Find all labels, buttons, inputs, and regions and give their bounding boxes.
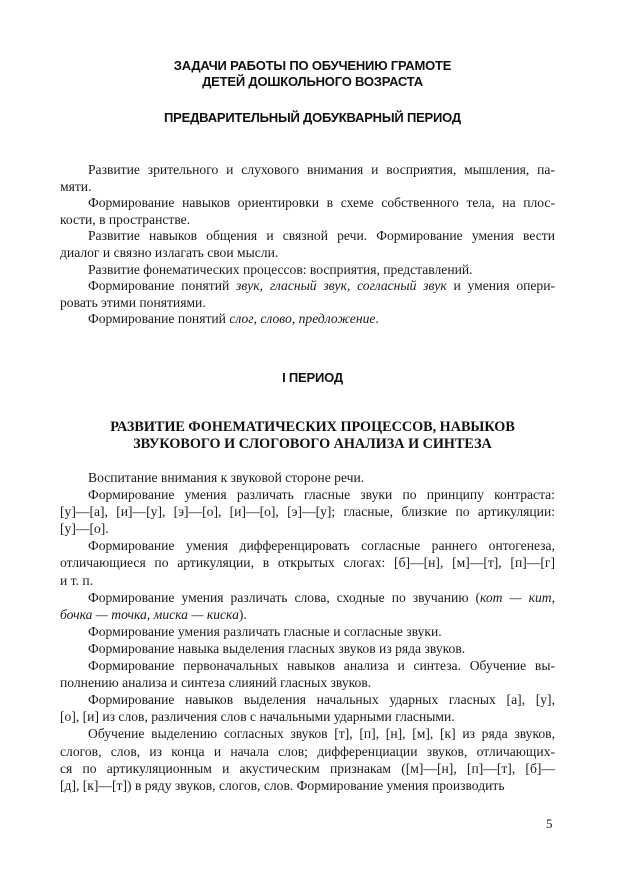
text-line — [60, 572, 555, 589]
text-segment: Формирование понятий — [88, 278, 237, 294]
text-segment: , — [253, 311, 261, 327]
text-segment: Развитие фонематических процессов: восприятия, представлений. — [88, 261, 473, 277]
text-segment: , — [551, 589, 555, 605]
text-segment: мяти. — [60, 178, 92, 194]
text-line — [60, 503, 555, 520]
italic-term: бочка — точка — [60, 606, 147, 622]
text-line — [60, 295, 555, 312]
text-segment: полнению анализа и синтеза слияний гласных звуков. — [60, 675, 372, 691]
text-line — [60, 623, 555, 640]
text-segment: и т. п. — [60, 572, 94, 588]
text-segment: отличающиеся по артикуляции, в открытых слогах: [б]—[н], [м]—[т], [п]—[г] — [60, 555, 555, 571]
text-segment: , — [291, 311, 299, 327]
paragraph — [60, 623, 555, 640]
text-line — [60, 760, 555, 777]
text-line — [60, 657, 555, 674]
text-line — [60, 589, 555, 606]
text-line — [60, 228, 555, 245]
text-segment: , — [346, 278, 358, 294]
text-line — [60, 554, 555, 571]
text-line — [60, 708, 555, 725]
paragraph — [60, 228, 555, 261]
title-line: ДЕТЕЙ ДОШКОЛЬНОГО ВОЗРАСТА — [202, 74, 423, 89]
text-line — [60, 777, 555, 794]
text-segment: кости, в пространстве. — [60, 211, 191, 227]
paragraph — [60, 469, 555, 486]
text-segment: Формирование первоначальных навыков анализа и синтеза. Обучение вы- — [88, 658, 555, 674]
text-segment: Развитие зрительного и слухового внимания и восприятия, мышления, па- — [88, 162, 555, 177]
paragraph — [60, 311, 555, 328]
subheading-line: ЗВУКОВОГО И СЛОГОВОГО АНАЛИЗА И СИНТЕЗА — [133, 436, 492, 452]
text-line — [60, 245, 555, 262]
text-segment: [д], [к]—[т]) в ряду звуков, слогов, слов. Формирование умения производить — [60, 777, 505, 793]
text-segment: [о], [и] из слов, различения слов с начальными ударными гласными. — [60, 709, 455, 725]
text-line — [60, 640, 555, 657]
text-segment: ся по артикуляционным и акустическим признакам ([м]—[н], [п]—[т], [б]— — [60, 760, 555, 776]
italic-term: гласный звук — [269, 278, 347, 294]
text-segment: Обучение выделению согласных звуков [т], [п], [н], [м], [к] из ряда звуков, — [88, 726, 555, 742]
text-segment: ). — [238, 606, 247, 622]
period-subheading — [0, 419, 625, 453]
text-line — [60, 162, 555, 179]
paragraph — [60, 262, 555, 279]
paragraph — [60, 486, 555, 537]
text-segment: [у]—[а], [и]—[у], [э]—[о], [и]—[о], [э]—[у]; гласные, близкие по артикуляции: — [60, 504, 555, 520]
text-segment: . — [375, 311, 379, 327]
text-line — [60, 725, 555, 742]
text-line — [60, 537, 555, 554]
text-segment: диалог и связно излагать свои мысли. — [60, 244, 279, 260]
text-line — [60, 278, 555, 295]
italic-term: предложение — [298, 311, 376, 327]
title-line: ЗАДАЧИ РАБОТЫ ПО ОБУЧЕНИЮ ГРАМОТЕ — [173, 58, 452, 73]
section-subtitle: ПРЕДВАРИТЕЛЬНЫЙ ДОБУКВАРНЫЙ ПЕРИОД — [164, 110, 461, 125]
section-period1-text — [60, 469, 555, 794]
italic-term: слово — [260, 311, 292, 327]
text-segment: слогов, слов, из конца и начала слов; дифференциации звуков, отличающих- — [60, 743, 555, 759]
text-segment: Формирование навыка выделения гласных звуков из ряда звуков. — [88, 640, 466, 656]
text-segment: Формирование умения различать гласные и согласные звуки. — [88, 623, 442, 639]
paragraph — [60, 725, 555, 793]
subheading-line: РАЗВИТИЕ ФОНЕМАТИЧЕСКИХ ПРОЦЕССОВ, НАВЫКОВ — [110, 419, 515, 435]
text-line — [60, 311, 555, 328]
text-segment: Формирование навыков выделения начальных ударных гласных [а], [у], — [88, 692, 555, 708]
text-line — [60, 743, 555, 760]
page-number: 5 — [546, 816, 553, 831]
text-segment: и умения опери- — [446, 278, 556, 294]
text-segment: , — [259, 278, 270, 294]
text-line — [60, 691, 555, 708]
paragraph — [60, 657, 555, 691]
italic-term: кот — кит — [480, 589, 552, 605]
text-segment: Формирование навыков ориентировки в схеме собственного тела, на плос- — [88, 195, 555, 211]
text-segment: Формирование умения дифференцировать согласные раннего онтогенеза, — [88, 538, 555, 554]
paragraph — [60, 278, 555, 311]
italic-term: звук — [236, 278, 260, 294]
paragraph — [60, 195, 555, 228]
text-segment: , — [146, 606, 154, 622]
paragraph — [60, 162, 555, 195]
text-line — [60, 179, 555, 196]
text-segment: Развитие навыков общения и связной речи. Формирование умения вести — [88, 228, 555, 244]
page-title — [0, 58, 625, 90]
paragraph — [60, 589, 555, 623]
text-line — [60, 674, 555, 691]
text-line — [60, 212, 555, 229]
text-segment: ровать этими понятиями. — [60, 294, 206, 310]
italic-term: согласный звук — [357, 278, 447, 294]
text-line — [60, 195, 555, 212]
italic-term: миска — киска — [153, 606, 239, 622]
text-line — [60, 606, 555, 623]
paragraph — [60, 640, 555, 657]
section-preliminary-text — [60, 162, 555, 328]
text-segment: Воспитание внимания к звуковой стороне речи. — [88, 470, 365, 485]
text-segment: Формирование умения различать гласные звуки по принципу контраста: — [88, 487, 555, 503]
text-line — [60, 262, 555, 279]
italic-term: слог — [229, 311, 254, 327]
text-segment: Формирование умения различать слова, сходные по звучанию ( — [88, 589, 481, 605]
text-line — [60, 486, 555, 503]
text-line — [60, 520, 555, 537]
paragraph — [60, 537, 555, 588]
period-heading: I ПЕРИОД — [282, 370, 343, 385]
text-segment: Формирование понятий — [88, 311, 230, 327]
text-segment: [у]—[о]. — [60, 521, 109, 537]
paragraph — [60, 691, 555, 725]
text-line — [60, 469, 555, 486]
